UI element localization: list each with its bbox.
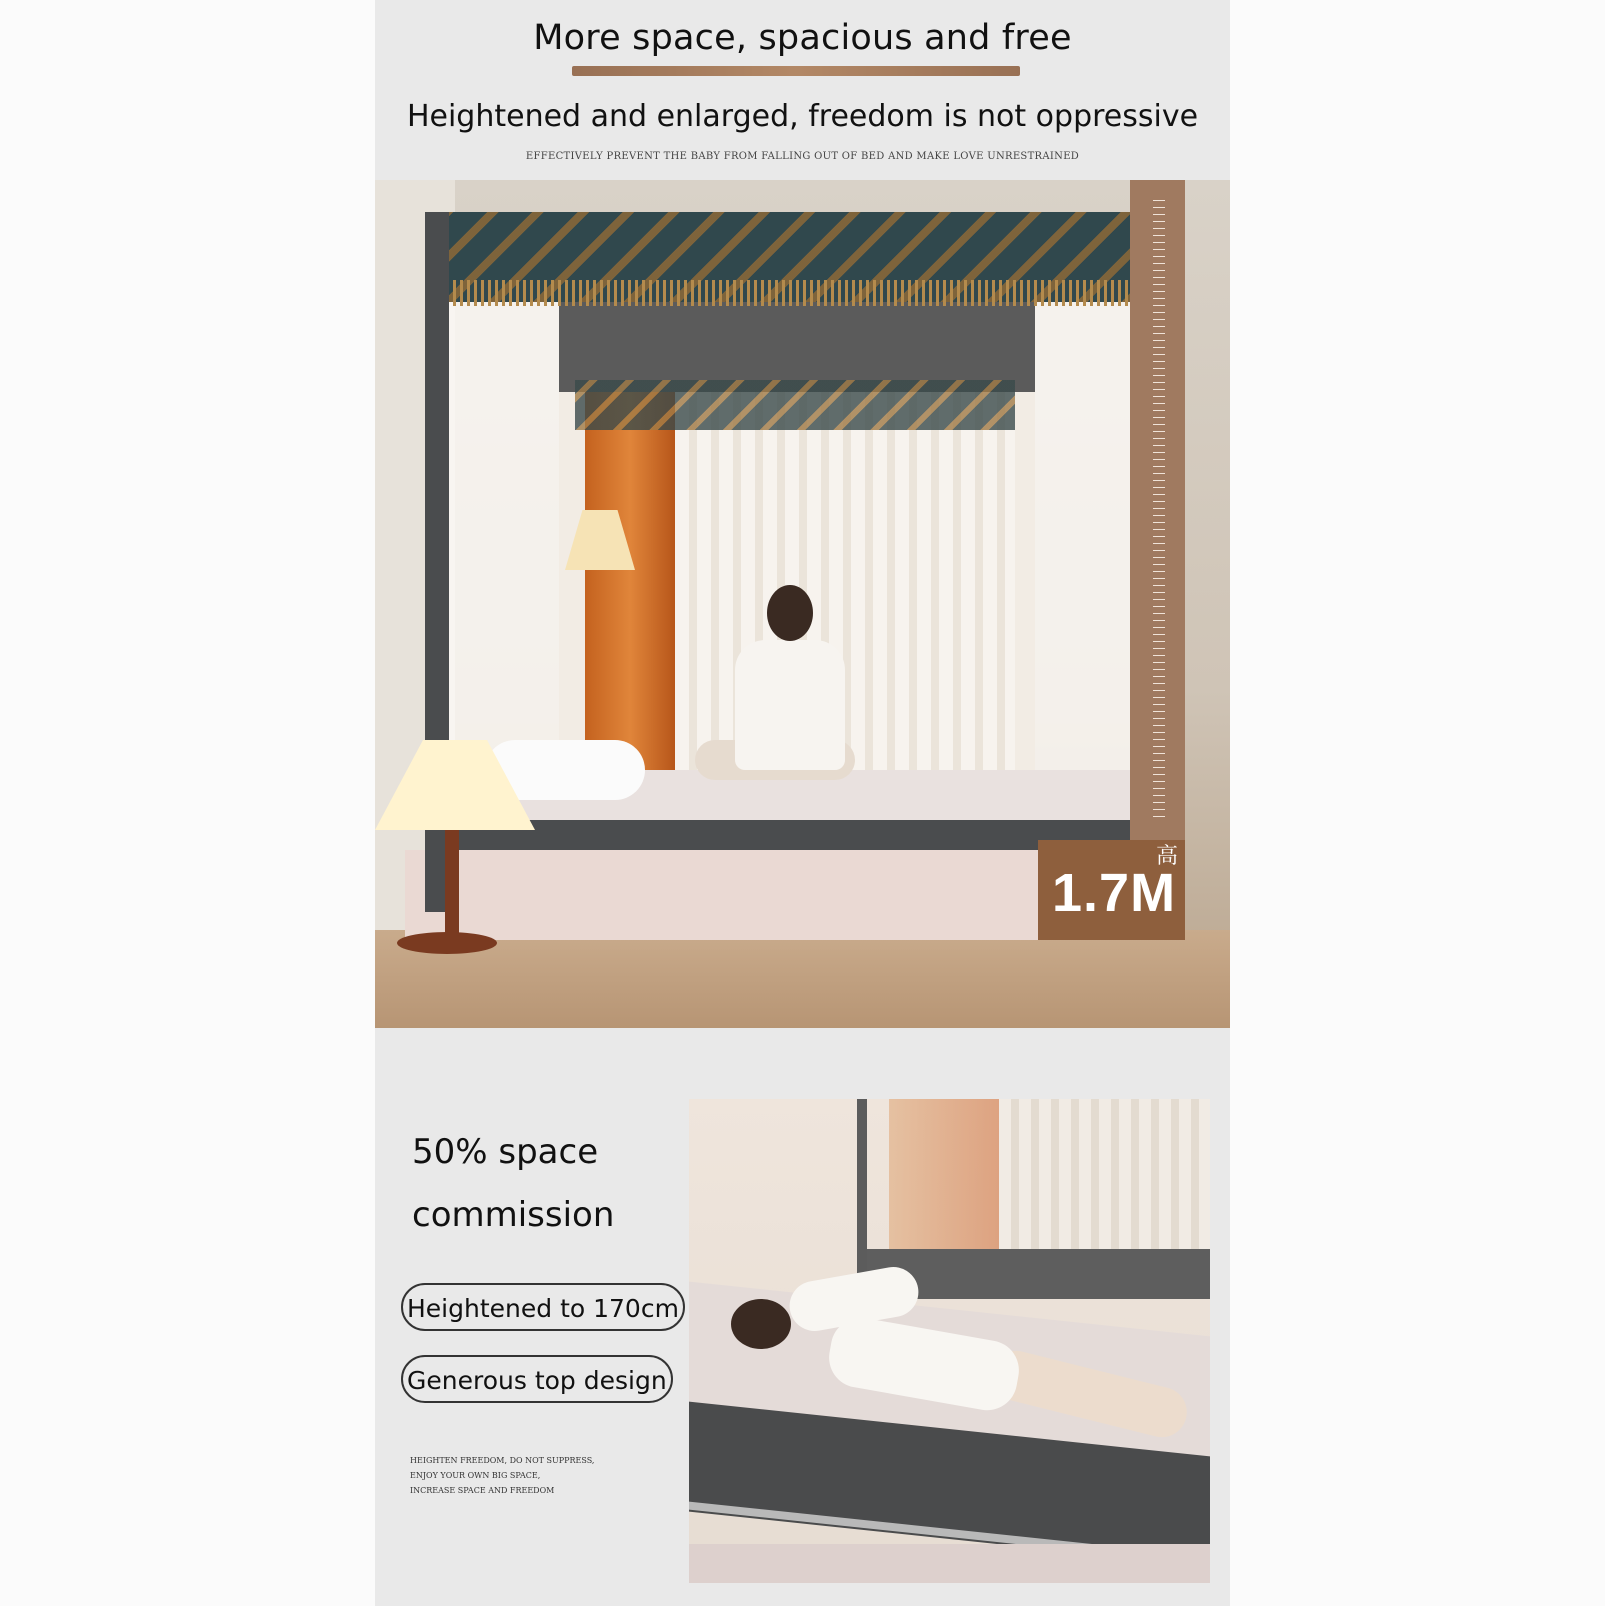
feature-title-line2: commission	[412, 1195, 615, 1235]
photo2-post	[857, 1099, 867, 1289]
subheadline: Heightened and enlarged, freedom is not oppressive	[406, 99, 1199, 134]
fine-print-line: ENJOY YOUR OWN BIG SPACE,	[410, 1471, 541, 1480]
photo-canopy-back	[559, 302, 1035, 392]
photo-lamp-stem	[445, 830, 459, 940]
secondary-product-photo	[689, 1099, 1210, 1583]
photo2-bed-base	[689, 1544, 1210, 1583]
feature-pill-height: Heightened to 170cm	[401, 1283, 685, 1331]
product-panel	[375, 0, 1230, 1606]
main-product-photo	[375, 180, 1230, 1028]
height-ruler-ticks	[1153, 200, 1165, 820]
headline-underline	[572, 66, 1020, 76]
headline: More space, spacious and free	[533, 18, 1072, 58]
height-value: 1.7M	[1052, 863, 1177, 923]
photo-inner-valance	[575, 380, 1015, 430]
photo-floor	[375, 930, 1230, 1028]
photo2-person-head	[731, 1299, 791, 1349]
photo-valance-fringe	[425, 280, 1165, 306]
height-badge	[1038, 840, 1185, 940]
feature-title-line1: 50% space	[412, 1132, 599, 1172]
photo-person-head	[767, 585, 813, 641]
photo-person	[735, 640, 845, 770]
feature-pill-top-design: Generous top design	[401, 1355, 673, 1403]
fine-print-line: INCREASE SPACE AND FREEDOM	[410, 1486, 555, 1495]
photo-lamp-base	[397, 932, 497, 954]
fine-print-line: HEIGHTEN FREEDOM, DO NOT SUPPRESS,	[410, 1456, 595, 1465]
fine-print	[410, 1453, 610, 1498]
height-char: 高	[1156, 844, 1179, 869]
tagline: EFFECTIVELY PREVENT THE BABY FROM FALLING OUT OF BED AND MAKE LOVE UNRESTRAINED	[525, 151, 1080, 162]
